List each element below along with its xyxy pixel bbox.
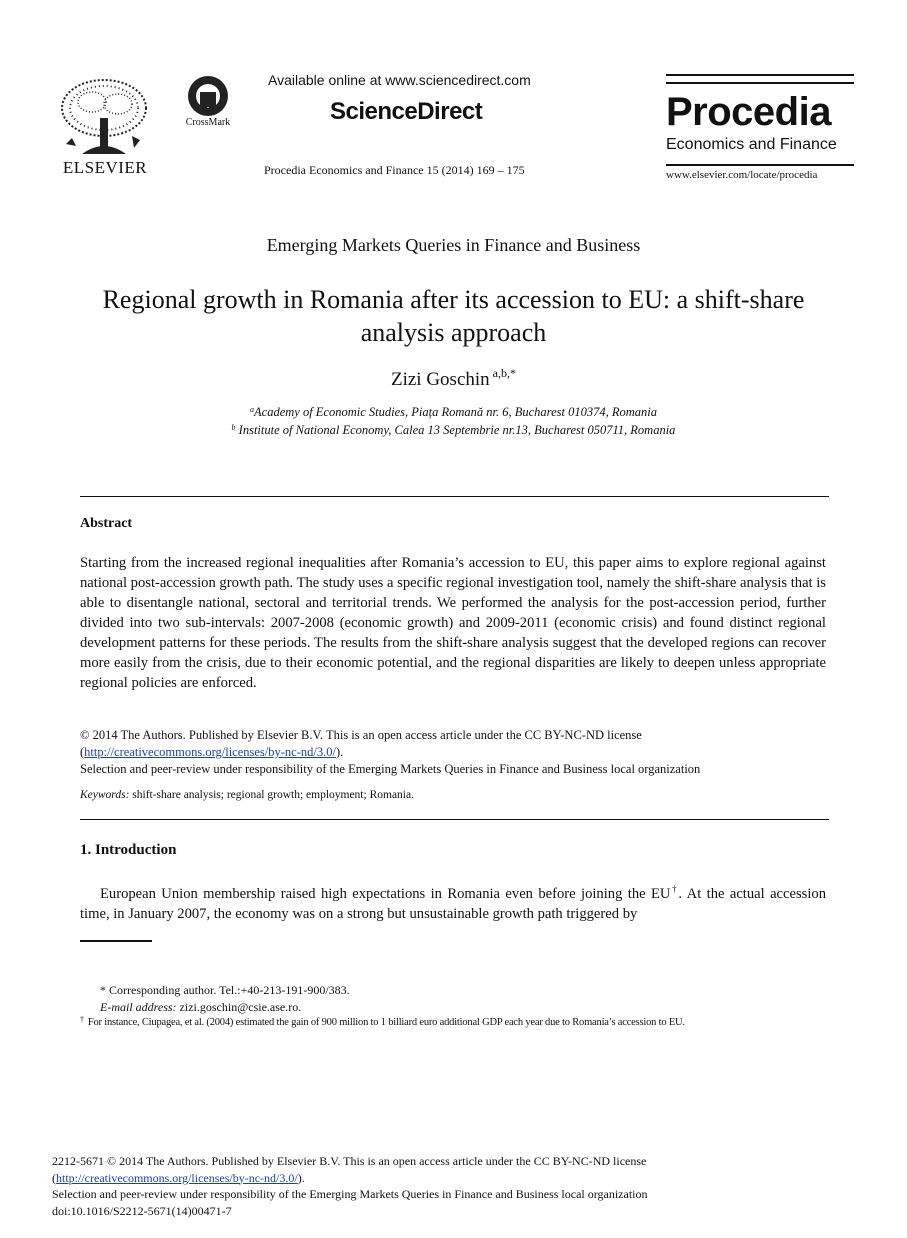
journal-reference: Procedia Economics and Finance 15 (2014) 169 – 175 <box>264 163 525 177</box>
section-heading-introduction: 1. Introduction <box>80 842 177 858</box>
affiliation-text: Academy of Economic Studies, Piața Romană nr. 6, Bucharest 010374, Romania <box>254 405 657 419</box>
paper-title: Regional growth in Romania after its accession to EU: a shift-share analysis approach <box>102 285 805 347</box>
footer-license-link[interactable]: http://creativecommons.org/licenses/by-nc-nd/3.0/ <box>56 1170 298 1185</box>
author-name: Zizi Goschin <box>390 369 490 390</box>
keywords-list: shift-share analysis; regional growth; employment; Romania. <box>132 789 414 801</box>
footnote-rule <box>80 940 152 942</box>
footnote-dagger <box>80 1015 685 1028</box>
footnote-mark: † <box>80 1015 84 1024</box>
footer-selection: Selection and peer-review under responsibility of the Emerging Markets Queries in Finance and Business local organization <box>52 1187 648 1202</box>
divider-bottom <box>80 819 829 820</box>
license-line: © 2014 The Authors. Published by Elsevier B.V. This is an open access article under the CC BY-NC-ND license <box>80 728 642 742</box>
abstract-heading: Abstract <box>80 516 133 531</box>
affiliation-a <box>0 405 907 420</box>
elsevier-wordmark: ELSEVIER <box>62 158 148 177</box>
procedia-logo <box>666 74 854 181</box>
affiliation-mark: b <box>231 423 236 432</box>
footnote-corresponding: * Corresponding author. Tel.:+40-213-191-900/383. <box>100 983 350 997</box>
license-block <box>80 727 826 778</box>
procedia-subtitle: Economics and Finance <box>666 136 837 153</box>
author-affiliation-marks: a,b,* <box>492 366 516 380</box>
email-address[interactable]: zizi.goschin@csie.ase.ro. <box>179 1000 302 1014</box>
procedia-name: Procedia <box>666 90 831 134</box>
introduction-paragraph: European Union membership raised high expectations in Romania even before joining the EU†. At the actual accession time, in January 2007, the economy was on a strong but unsustainable growth path triggered by <box>80 884 826 922</box>
abstract-body: Starting from the increased regional inequalities after Romania’s accession to EU, this paper aims to explore regional against national post-accession growth path. The study uses a specific regional investigation tool, namely the shift-share analysis that is able to disentangle national, sectoral and territorial trends. We performed the analysis for the post-accession period, further divided into two sub-intervals: 2007-2008 (economic growth) and 2009-2011 (economic crisis) and found distinct regional development patterns for these periods. The results from the shift-share analysis suggest that the developed regions can recover more easily from the crisis, due to their economic potential, and the regional disparities are likely to deepen unless appropriate regional policies are enforced. <box>80 555 826 691</box>
available-online-text: Available online at www.sciencedirect.com <box>268 72 531 88</box>
footer-doi[interactable]: doi:10.1016/S2212-5671(14)00471-7 <box>52 1203 232 1218</box>
footnote-text: For instance, Ciupagea, et al. (2004) estimated the gain of 900 million to 1 billiard euro additional GDP each year due to Romania’s accession to EU. <box>87 1017 685 1028</box>
divider-top <box>80 496 829 497</box>
license-link[interactable]: http://creativecommons.org/licenses/by-nc-nd/3.0/ <box>84 745 336 759</box>
crossmark-label: CrossMark <box>185 117 231 128</box>
keywords-line <box>80 789 414 801</box>
selection-statement: Selection and peer-review under responsibility of the Emerging Markets Queries in Finance and Business local organization <box>80 762 701 776</box>
license-link-line: (http://creativecommons.org/licenses/by-nc-nd/3.0/). <box>80 745 344 759</box>
conference-name: Emerging Markets Queries in Finance and Business <box>266 235 641 255</box>
sciencedirect-logo[interactable]: ScienceDirect <box>330 98 483 125</box>
footnote-marker[interactable]: † <box>670 884 679 894</box>
page-footer <box>52 1153 852 1219</box>
author-line <box>0 366 907 391</box>
affiliation-b <box>0 423 907 438</box>
affiliation-text: Institute of National Economy, Calea 13 Septembrie nr.13, Bucharest 050711, Romania <box>238 423 676 437</box>
keywords-label: Keywords: <box>80 789 130 801</box>
footer-link-line: (http://creativecommons.org/licenses/by-nc-nd/3.0/). <box>52 1170 305 1185</box>
footnote-email <box>100 1000 301 1015</box>
affiliation-mark: a <box>250 405 255 414</box>
email-label: E-mail address: <box>100 1000 177 1014</box>
introduction-body <box>80 879 826 924</box>
procedia-top-rule <box>666 74 854 84</box>
procedia-url[interactable]: www.elsevier.com/locate/procedia <box>666 169 818 181</box>
procedia-bottom-rule <box>666 164 854 166</box>
footer-license: 2212-5671 © 2014 The Authors. Published by Elsevier B.V. This is an open access article under the CC BY-NC-ND license <box>52 1154 647 1168</box>
